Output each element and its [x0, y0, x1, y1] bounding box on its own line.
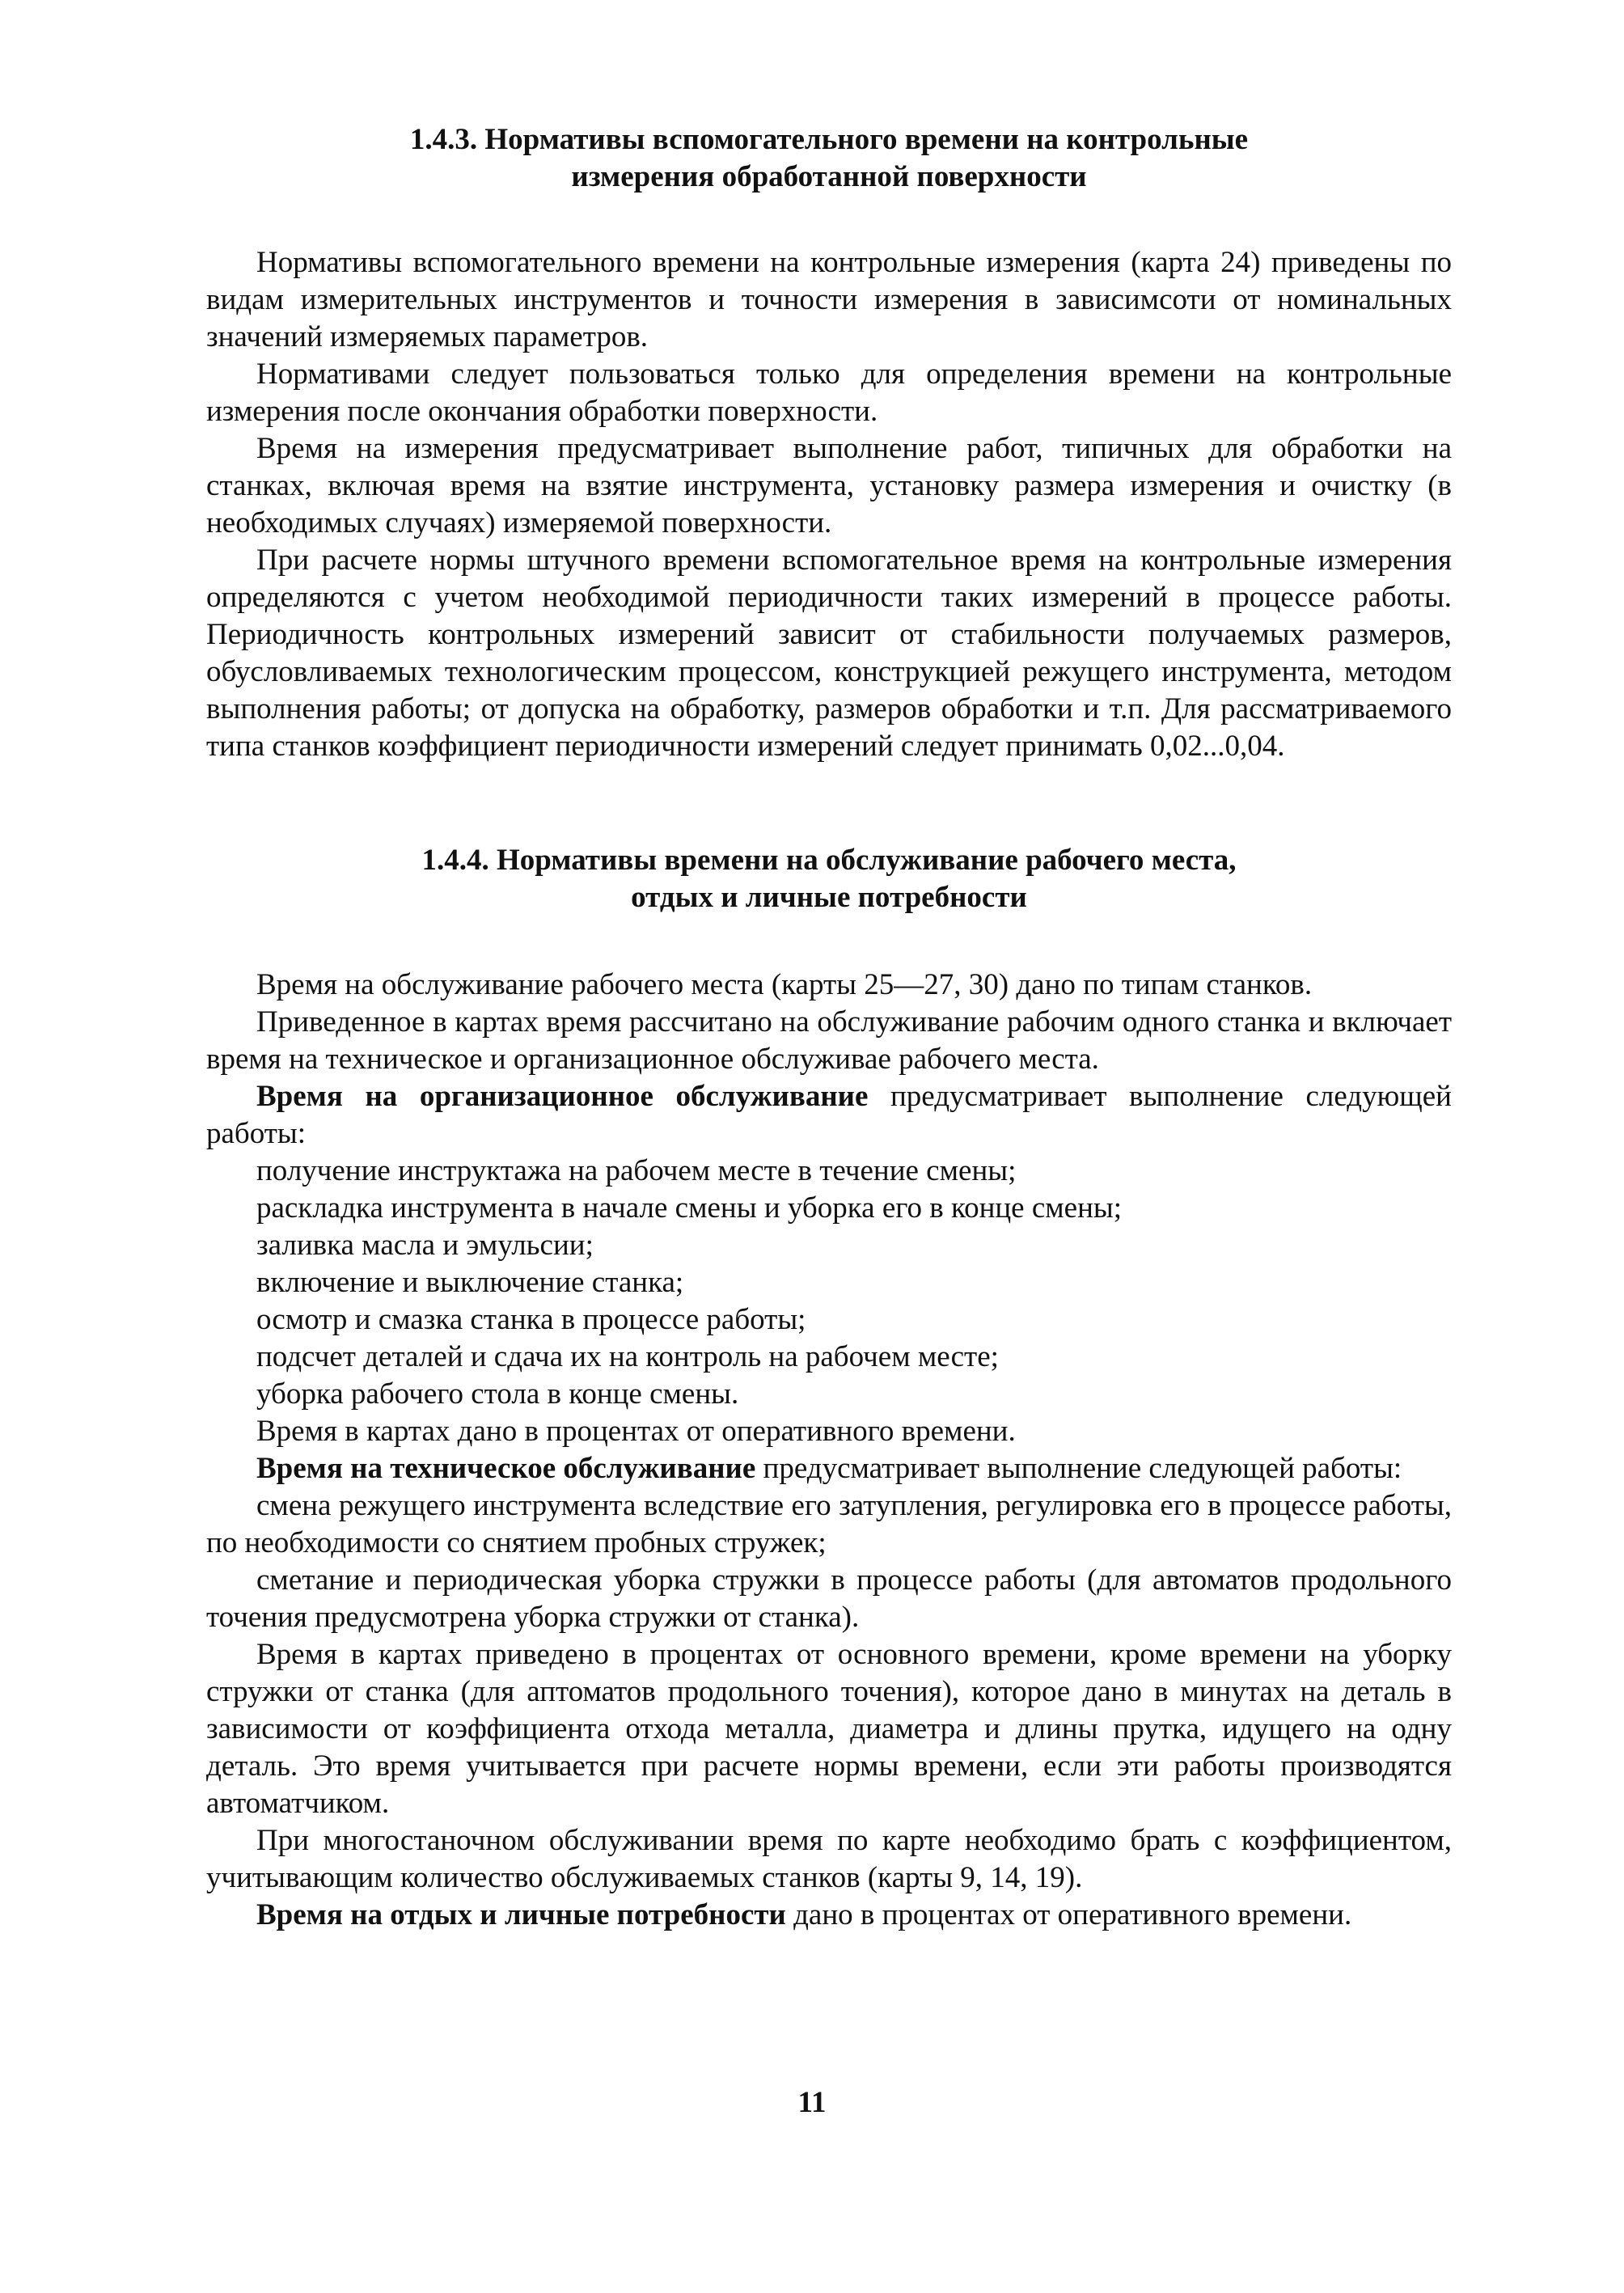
list-item: подсчет деталей и сдача их на контроль на рабочем месте; [256, 1340, 999, 1373]
paragraph-text: предусматривает выполнение следующей работы: [755, 1452, 1402, 1485]
section-heading-1-4-3 [206, 121, 1452, 196]
list-item: заливка масла и эмульсии; [256, 1229, 594, 1262]
list-item: раскладка инструмента в начале смены и уборка его в конце смены; [256, 1191, 1123, 1225]
heading-line: 1.4.4. Нормативы времени на обслуживание рабочего места, [421, 844, 1237, 877]
paragraph: При многостаночном обслуживании время по карте необходимо брать с коэффициентом, учитывающим количество обслуживаемых станков (карты 9, 14, 19). [206, 1824, 1452, 1894]
paragraph: Время в картах приведено в процентах от основного времени, кроме времени на уборку стружки от станка (для аптоматов продольного точения), которое дано в минутах на деталь в зависимости от коэффициента отхода металла, диаметра и длины прутка, идущего на одну деталь. Это время учитывается при расчете нормы времени, если эти работы производятся автоматчиком. [206, 1638, 1452, 1820]
section-heading-1-4-4 [206, 842, 1452, 916]
paragraph-text: дано в процентах от оперативного времени. [785, 1898, 1352, 1931]
paragraph: Время на измерения предусматривает выполнение работ, типичных для обработки на станках, включая время на взятие инструмента, установку размера измерения и очистку (в необходимых случаях) измеряемой поверхности. [206, 432, 1452, 539]
list-item: получение инструктажа на рабочем месте в течение смены; [256, 1154, 1017, 1187]
paragraph: Приведенное в картах время рассчитано на обслуживание рабочим одного станка и включает время на техническое и организационное обслуживае рабочего места. [206, 1005, 1452, 1076]
page-number: 11 [797, 2086, 827, 2119]
list-item: Время в картах дано в процентах от оперативного времени. [256, 1415, 1016, 1448]
document-page [206, 121, 1452, 1934]
list-item: сметание и периодическая уборка стружки в процессе работы (для автоматов продольного точения предусмотрена уборка стружки от станка). [206, 1563, 1452, 1634]
list-item: уборка рабочего стола в конце смены. [256, 1377, 739, 1411]
heading-line: измерения обработанной поверхности [571, 160, 1087, 193]
list-item: осмотр и смазка станка в процессе работы; [256, 1303, 806, 1336]
list-item: смена режущего инструмента вследствие его затупления, регулировка его в процессе работы, по необходимости со снятием пробных стружек; [206, 1489, 1452, 1559]
heading-line: 1.4.3. Нормативы вспомогательного времени на контрольные [409, 123, 1249, 156]
bold-term: Время на техническое обслуживание [256, 1452, 756, 1485]
paragraph-tech-service [206, 1450, 1452, 1487]
paragraph: Нормативами следует пользоваться только для определения времени на контрольные измерения после окончания обработки поверхности. [206, 357, 1452, 428]
paragraph: Время на обслуживание рабочего места (карты 25—27, 30) дано по типам станков. [256, 968, 1313, 1001]
paragraph: Нормативы вспомогательного времени на контрольные измерения (карта 24) приведены по видам измерительных инструментов и точности измерения в зависимсоти от номинальных значений измеряемых параметров. [206, 246, 1452, 353]
bold-term: Время на организационное обслуживание [256, 1080, 869, 1113]
paragraph: При расчете нормы штучного времени вспомогательное время на контрольные измерения определяются с учетом необходимой периодичности таких измерений в процессе работы. Периодичность контрольных измерений зависит от стабильности получаемых размеров, обусловливаемых технологическим процессом, конструкцией режущего инструмента, методом выполнения работы; от допуска на обработку, размеров обработки и т.п. Для рассматриваемого типа станков коэффициент периодичности измерений следует принимать 0,02...0,04. [206, 544, 1452, 763]
paragraph-rest-time [206, 1897, 1452, 1934]
bold-term: Время на отдых и личные потребности [256, 1898, 786, 1931]
heading-line: отдых и личные потребности [631, 881, 1027, 914]
paragraph-org-service [206, 1078, 1452, 1153]
list-item: включение и выключение станка; [256, 1266, 684, 1299]
paragraph-text: предусматривает выполнение следующей работы: [206, 1080, 1452, 1150]
